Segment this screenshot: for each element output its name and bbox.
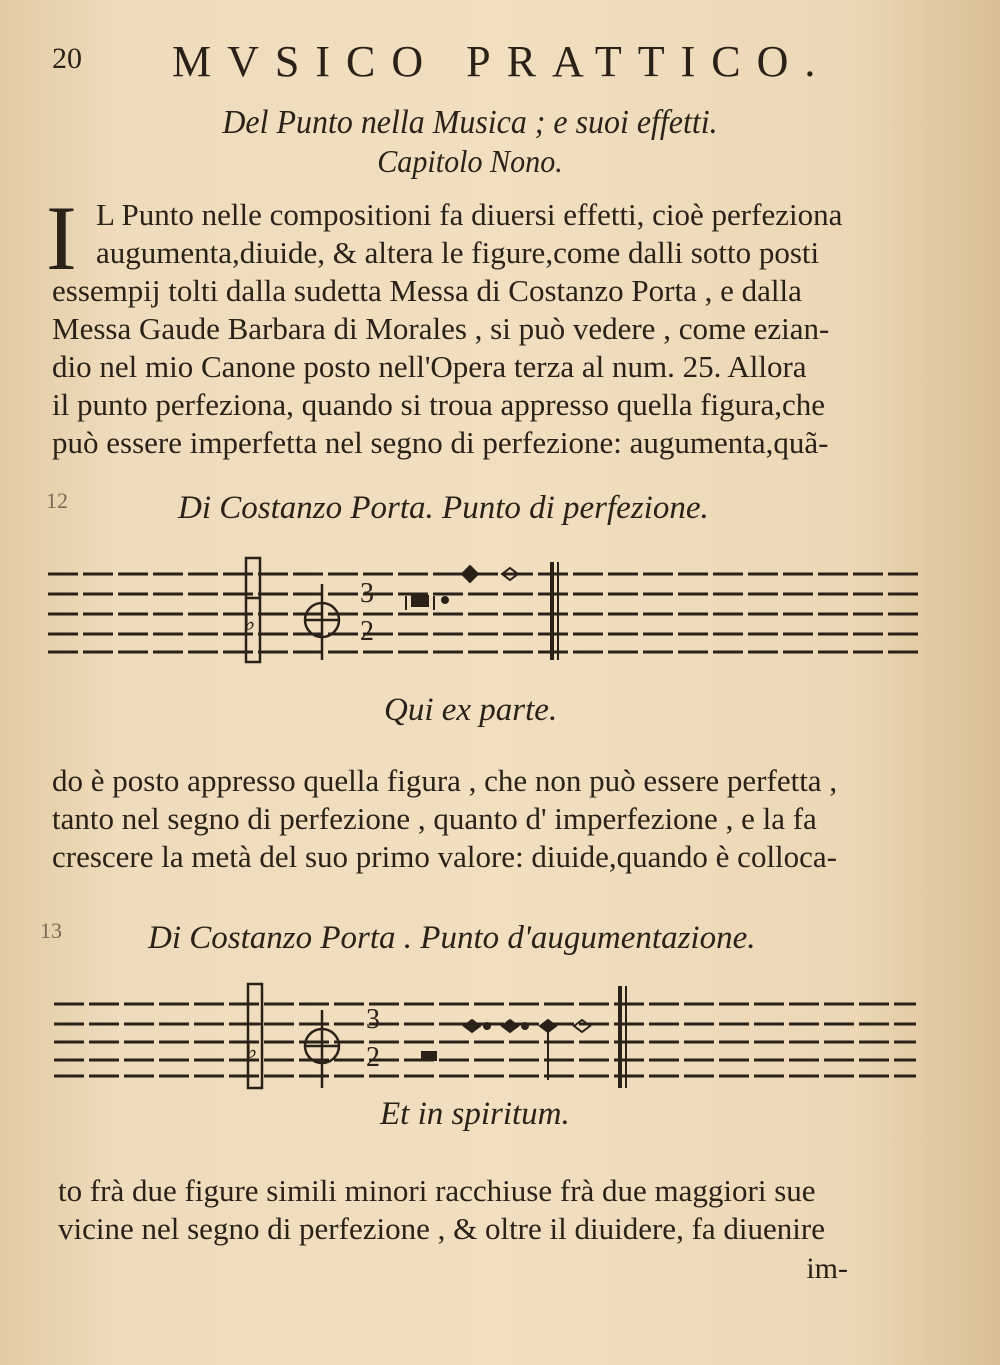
paragraph-line: do è posto appresso quella figura , che non può essere perfetta , xyxy=(52,763,838,798)
music-staff-example-1 xyxy=(40,540,930,664)
paragraph-line: L Punto nelle compositioni fa diuersi effetti, cioè perfeziona xyxy=(96,197,843,232)
running-title: MVSICO PRATTICO. xyxy=(172,37,832,86)
note-semibreve xyxy=(462,566,478,582)
paragraph-line: augumenta,diuide, & altera le figure,come dalli sotto posti xyxy=(96,235,820,270)
paragraph-line: dio nel mio Canone posto nell'Opera terza al num. 25. Allora xyxy=(52,349,807,384)
paragraph-line: può essere imperfetta nel segno di perfezione: augumenta,quã- xyxy=(52,425,829,460)
chapter-title: Del Punto nella Musica ; e suoi effetti. xyxy=(222,104,718,141)
dot-of-perfection xyxy=(442,597,448,603)
paragraph-line: crescere la metà del suo primo valore: diuide,quando è colloca- xyxy=(52,839,838,874)
catchword: im- xyxy=(806,1252,848,1285)
note-breve xyxy=(422,1052,436,1060)
margin-number: 12 xyxy=(46,488,68,513)
paragraph-line: essempij tolti dalla sudetta Messa di Costanzo Porta , e dalla xyxy=(52,273,802,308)
note-semibreve xyxy=(502,1020,518,1032)
chapter-subtitle: Capitolo Nono. xyxy=(377,143,563,179)
margin-number: 13 xyxy=(40,918,62,943)
time-sig-bottom: 2 xyxy=(360,616,374,647)
paragraph-line: il punto perfeziona, quando si troua appresso quella figura,che xyxy=(52,387,826,422)
drop-cap: I xyxy=(46,187,77,289)
augmentation-dot xyxy=(484,1023,490,1029)
augmentation-dot xyxy=(522,1023,528,1029)
time-sig-top: 3 xyxy=(360,578,374,609)
example-text: Et in spiritum. xyxy=(380,1096,570,1132)
svg-text:♭: ♭ xyxy=(247,1038,258,1063)
example-caption: Di Costanzo Porta . Punto d'augumentazione. xyxy=(148,920,756,956)
example-caption: Di Costanzo Porta. Punto di perfezione. xyxy=(178,490,709,526)
page-number: 20 xyxy=(52,42,82,75)
paragraph-line: Messa Gaude Barbara di Morales , si può vedere , come ezian- xyxy=(52,311,830,346)
paragraph-line: to frà due figure simili minori racchiuse frà due maggiori sue xyxy=(58,1173,816,1208)
svg-text:♭: ♭ xyxy=(245,610,256,635)
time-sig-bottom: 2 xyxy=(366,1042,380,1073)
note-semibreve xyxy=(574,1020,590,1032)
example-text: Qui ex parte. xyxy=(384,692,558,728)
note-semibreve xyxy=(464,1020,480,1032)
paragraph-line: vicine nel segno di perfezione , & oltre il diuidere, fa diuenire xyxy=(58,1211,825,1246)
clef xyxy=(248,984,262,1088)
note-minim xyxy=(540,1020,556,1032)
music-staff-example-2 xyxy=(40,976,930,1094)
note-breve xyxy=(412,596,428,606)
time-sig-top: 3 xyxy=(366,1004,380,1035)
paragraph-line: tanto nel segno di perfezione , quanto d' imperfezione , e la fa xyxy=(52,801,817,836)
